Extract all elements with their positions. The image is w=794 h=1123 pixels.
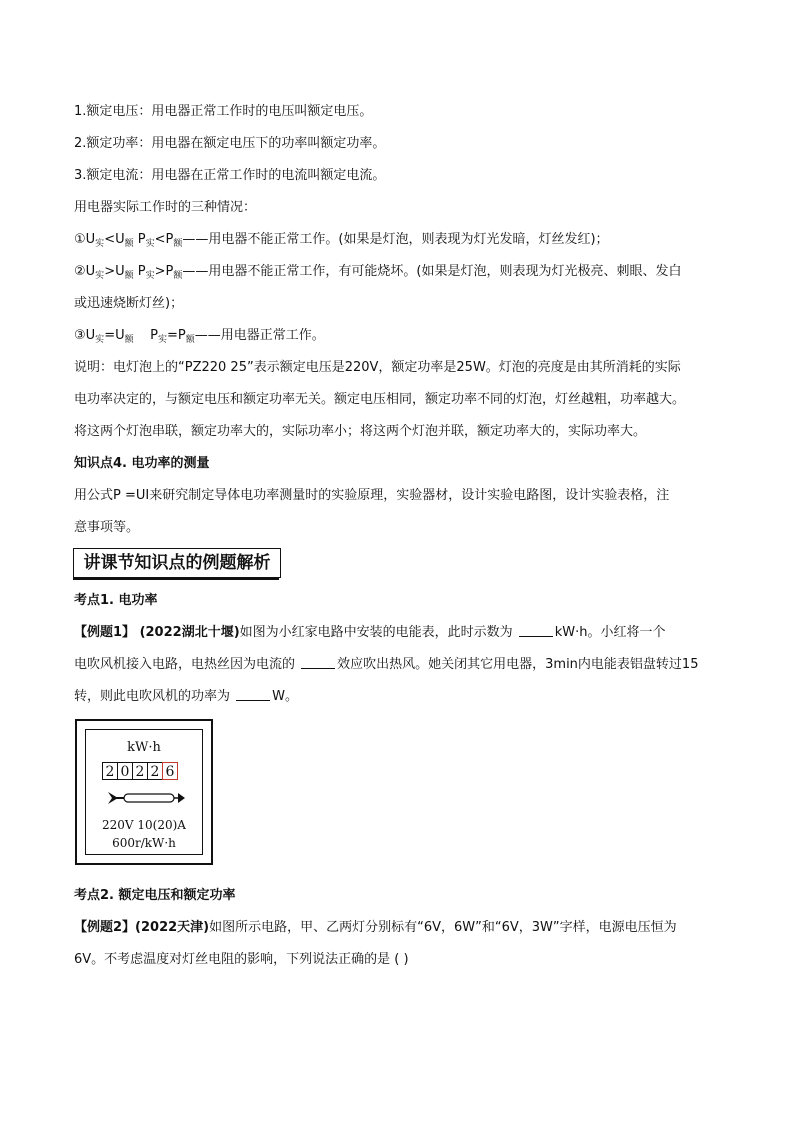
meter-digit-display: [103, 762, 178, 780]
note-line-2: 电功率决定的，与额定电压和额定功率无关。额定电压相同，额定功率不同的灯泡，灯丝越粗，功率越大。: [74, 392, 686, 407]
meter-digit: 2: [102, 762, 118, 780]
case-2: $②U_实>U_额$ $P_实>P_额——$用电器不能正常工作，有可能烧坏。(如果是灯泡，则表现为灯光极亮、刺眼、发白: [74, 264, 682, 281]
meter-digit: 0: [117, 762, 133, 780]
knowledge-point-4-title: 知识点4. 电功率的测量: [74, 456, 210, 471]
answer-blank-2[interactable]: [301, 656, 335, 669]
meter-rating: 220V 10(20)A: [102, 818, 186, 832]
example-1-line-3: 转，则此电吹风机的功率为 W。: [74, 689, 298, 704]
example-1-line-2: 电吹风机接入电路，电热丝因为电流的 效应吹出热风。她关闭其它用电器，3min内电能表铝盘转过15: [74, 657, 699, 672]
meter-digit: 2: [132, 762, 148, 780]
kp4-line-1: 用公式P =UI来研究制定导体电功率测量时的实验原理，实验器材，设计实验电路图，设计实验表格，注: [74, 488, 670, 503]
section-heading: 讲课节知识点的例题解析: [73, 548, 281, 578]
def-rated-power: 2.额定功率：用电器在额定电压下的功率叫额定功率。: [74, 136, 386, 151]
example-2-line-2: 6V。不考虑温度对灯丝电阻的影响，下列说法正确的是 ( ): [74, 952, 409, 967]
meter-unit-label: kW·h: [127, 740, 161, 755]
example-1-line-1: 【例题1】 (2022湖北十堰)如图为小红家电路中安装的电能表，此时示数为 kW·h。小红将一个: [74, 625, 666, 640]
meter-digit: 2: [147, 762, 163, 780]
example-2-line-1: 【例题2】(2022天津)如图所示电路，甲、乙两灯分别标有“6V，6W”和“6V，3W”字样，电源电压恒为: [74, 920, 677, 935]
case-2-continued: 或迅速烧断灯丝)；: [74, 296, 184, 311]
energy-meter-figure: [75, 719, 213, 865]
answer-blank-3[interactable]: [236, 688, 270, 701]
meter-digit-decimal: 6: [162, 762, 178, 780]
case-1: $①U_实<U_额$ $P_实<P_额——$用电器不能正常工作。(如果是灯泡，则表现为灯光发暗，灯丝发红)；: [74, 232, 609, 249]
kp4-line-2: 意事项等。: [74, 520, 140, 535]
case-3: $③U_实=U_额$ $P_实=P_额——$用电器正常工作。: [74, 328, 325, 345]
meter-constant: 600r/kW·h: [112, 836, 176, 850]
exam-point-2-title: 考点2. 额定电压和额定功率: [74, 888, 236, 903]
note-line-3: 将这两个灯泡串联，额定功率大的，实际功率小；将这两个灯泡并联，额定功率大的，实际功率大。: [74, 424, 647, 439]
note-line-1: 说明：电灯泡上的“PZ220 25”表示额定电压是220V，额定功率是25W。灯泡的亮度是由其所消耗的实际: [74, 360, 681, 375]
energy-meter-panel: [85, 729, 203, 855]
def-rated-current: 3.额定电流：用电器在正常工作时的电流叫额定电流。: [74, 168, 386, 183]
rotation-arrow-icon: [106, 790, 186, 806]
def-rated-voltage: 1.额定电压：用电器正常工作时的电压叫额定电压。: [74, 104, 373, 119]
section-heading-underline: [73, 578, 279, 580]
three-cases-intro: 用电器实际工作时的三种情况：: [74, 200, 257, 215]
answer-blank-1[interactable]: [519, 624, 553, 637]
exam-point-1-title: 考点1. 电功率: [74, 593, 158, 608]
